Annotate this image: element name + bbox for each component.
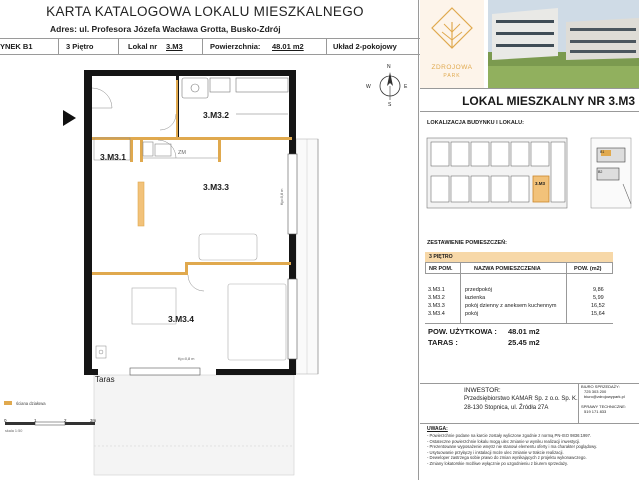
page-title: KARTA KATALOGOWA LOKALU MIESZKALNEGO <box>46 4 364 19</box>
brand-logo <box>420 0 484 88</box>
lokal-title: LOKAL MIESZKALNY NR 3.M3 <box>462 94 635 108</box>
area-label: Powierzchnia: <box>210 42 261 51</box>
compass-s: S <box>388 102 392 108</box>
compass-n: N <box>387 64 391 70</box>
divider <box>58 38 59 54</box>
info-row <box>0 38 420 55</box>
furniture <box>132 182 286 360</box>
floor-band-label: 3 PIĘTRO <box>429 254 453 260</box>
table-row: 3.M3.2 <box>428 295 445 301</box>
divider <box>118 38 119 54</box>
sales-title: BIURO SPRZEDAŻY: <box>581 384 620 389</box>
tech-title: SPRAWY TECHNICZNE: <box>581 404 627 409</box>
scale-tick: 2 <box>64 418 67 423</box>
tech-phone: 519 171 833 <box>584 409 607 414</box>
sales-email: biuro@zdrojowypark.pl <box>584 394 625 399</box>
table-row: 16,52 <box>591 303 605 309</box>
address-line: Adres: ul. Profesora Józefa Wacława Grotta, Busko-Zdrój <box>50 24 281 34</box>
scale-tick: 3m <box>90 418 97 423</box>
table-row: 15,64 <box>591 311 605 317</box>
compass-e: E <box>404 84 408 90</box>
table-header-nr: NR POM. <box>429 266 453 272</box>
kp-note-b: Kp=0,8 m <box>178 357 195 361</box>
block-label-b1: B1 <box>600 150 605 154</box>
building-label: YNEK B1 <box>0 42 33 51</box>
investor-line: Przedsiębiorstwo KAMAR Sp. z o.o. Sp. K. <box>464 396 578 402</box>
note-line: - Prezentowane wyposażenie wnętrz nie stanowi elementu oferty i ma charakter poglądowy. <box>427 444 598 450</box>
table-body <box>425 286 613 324</box>
bathroom-fixtures <box>182 78 288 114</box>
room-label-living: 3.M3.3 <box>203 182 229 192</box>
lokal-title-box <box>420 88 639 112</box>
scale-tick: 0 <box>4 418 7 423</box>
terrace-area <box>94 375 294 475</box>
room-label-hall: 3.M3.1 <box>100 152 126 162</box>
room-label-bathroom: 3.M3.2 <box>203 110 229 120</box>
walls <box>84 70 296 375</box>
table-row: przedpokój <box>465 287 492 293</box>
note-line: - Powierzchnie podane na karcie zostały wyliczone zgodnie z normą PN-ISO 9836:1997. <box>427 433 592 438</box>
kp-note-a: Kp=0,8 m <box>280 188 284 205</box>
brand-name-line2: PARK <box>443 73 461 79</box>
partition-walls <box>92 80 292 275</box>
table-header-area: POW. (m2) <box>574 266 602 272</box>
table-header-name: NAZWA POMIESZCZENIA <box>474 266 541 272</box>
notes-title: UWAGA: <box>427 426 448 432</box>
note-line: - Deweloper zastrzega sobie prawo do zmian wynikających z projektu wykonawczego. <box>427 455 587 461</box>
zm-label: ZM <box>178 150 186 156</box>
investor-title: INWESTOR: <box>464 387 501 394</box>
usable-area-value: 48.01 m2 <box>508 327 540 336</box>
entrance-arrow-icon <box>63 110 76 126</box>
note-line: - Ostateczne powierzchnie lokalu mogą ulec zmianie w wyniku realizacji inwestycji. <box>427 438 581 444</box>
table-bottom <box>425 323 613 324</box>
floor-band <box>425 252 613 262</box>
tree-logo-icon <box>420 2 484 62</box>
notes-list <box>427 433 635 467</box>
location-label: LOKALIZACJA BUDYNKU I LOKALU: <box>427 120 524 126</box>
scale-bar <box>5 422 95 425</box>
table-row: 3.M3.1 <box>428 287 445 293</box>
table-row: 3.M3.4 <box>428 311 445 317</box>
legend-swatch <box>4 401 12 405</box>
table-row: pokój dzienny z aneksem kuchennym <box>465 303 557 309</box>
table-row: 5,99 <box>593 295 604 301</box>
note-line: - Zmiany lokatorskie możliwe wyłącznie po uzgodnieniu z biurem sprzedaży. <box>427 460 568 466</box>
divider <box>202 38 203 54</box>
building-photo <box>488 0 639 88</box>
rooms-title: ZESTAWIENIE POMIESZCZEŃ: <box>427 240 507 246</box>
door-swings <box>92 88 204 291</box>
divider <box>578 383 579 423</box>
legend-text: ściana działowa <box>16 401 46 406</box>
investor-line: 28-130 Stopnica, ul. Źródła 27A <box>464 405 549 411</box>
block-label-b2: B2 <box>598 170 603 174</box>
panel-divider <box>418 0 419 480</box>
divider <box>326 38 327 54</box>
compass-w: W <box>366 84 371 90</box>
note-line: - Usytuowanie przyłączy i instalacji może ulec zmianie w trakcie realizacji. <box>427 449 564 455</box>
divider <box>420 423 639 424</box>
table-header <box>425 262 613 274</box>
brand-name-line1: ZDROJOWA <box>431 64 473 71</box>
sales-phone: 725 303 200 <box>584 389 607 394</box>
table-row: łazienka <box>465 295 486 301</box>
terrace-label: Taras <box>95 375 115 384</box>
unit-tag: 3.M3 <box>535 181 546 186</box>
room-label-bedroom: 3.M3.4 <box>168 314 194 324</box>
usable-area-label: POW. UŻYTKOWA : <box>428 327 497 336</box>
terrace-area-value: 25.45 m2 <box>508 338 540 347</box>
scale-caption: skala 1:50 <box>5 429 23 433</box>
table-row: pokój <box>465 311 479 317</box>
area-value: 48.01 m2 <box>272 42 304 51</box>
table-row: 3.M3.3 <box>428 303 445 309</box>
floor-label: 3 Piętro <box>66 42 94 51</box>
location-plan <box>425 132 637 216</box>
terrace-area-label: TARAS : <box>428 338 458 347</box>
unit-label: Lokal nr <box>128 42 158 51</box>
unit-value: 3.M3 <box>166 42 183 51</box>
layout-label: Układ 2-pokojowy <box>333 42 397 51</box>
table-row: 9,86 <box>593 287 604 293</box>
scale-tick: 1 <box>34 418 37 423</box>
